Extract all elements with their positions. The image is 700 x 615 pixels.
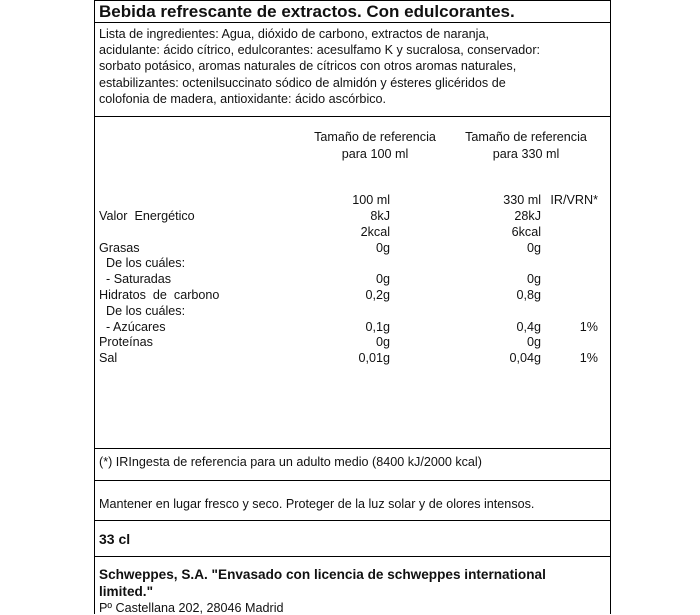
value-100ml: 0g (375, 272, 390, 287)
volume: 33 cl (99, 531, 131, 547)
divider (95, 22, 610, 23)
nutrition-row (95, 225, 610, 241)
nutrient-label: Sal (99, 351, 118, 366)
nutrition-row (95, 320, 610, 336)
value-100ml: 0,1g (365, 319, 390, 334)
nutrient-label: Proteínas (99, 335, 153, 350)
column-header-100ml: Tamaño de referencia para 100 ml (314, 130, 436, 161)
ingredients-line: colofonia de madera, antioxidante: ácido ascórbico. (99, 91, 387, 106)
divider (95, 556, 610, 557)
ingredients-line: estabilizantes: octenilsuccinato sódico de almidón y ésteres glicéridos de (99, 75, 506, 90)
ingredients-line: Lista de ingredientes: Agua, dióxido de carbono, extractos de naranja, (99, 27, 489, 41)
value-330ml: 6kcal (511, 224, 541, 239)
nutrient-label: - Azúcares (99, 319, 166, 334)
top-border (95, 0, 610, 1)
address: Pº Castellana 202, 28046 Madrid (99, 601, 284, 615)
nutrition-row (95, 288, 610, 304)
nutrition-row (95, 335, 610, 351)
value-330ml: 28kJ (514, 209, 541, 223)
nutrition-row (95, 304, 610, 320)
value-100ml: 0g (375, 240, 390, 255)
ingredients-line: sorbato potásico, aromas naturales de cítricos con otros aromas naturales, (99, 59, 517, 74)
nutrient-label: De los cuáles: (99, 256, 186, 271)
divider (95, 480, 610, 481)
value-330ml: 0g (526, 272, 541, 287)
nutrition-row (95, 209, 610, 225)
nutrient-label: Grasas (99, 240, 140, 255)
nutrient-label: Hidratos de carbono (99, 288, 220, 302)
nutrient-label: - Saturadas (99, 272, 172, 287)
value-100ml: 8kJ (370, 209, 390, 223)
label-sheet (94, 0, 611, 614)
value-100ml: 0,01g (358, 351, 390, 366)
nutrition-row (95, 256, 610, 272)
nutrient-label: Valor Energético (99, 209, 195, 223)
value-100ml: 0,2g (365, 288, 390, 302)
divider (95, 520, 610, 521)
ir-header: IR/VRN* (550, 193, 598, 207)
ir-value: 1% (579, 319, 598, 334)
unit-330ml: 330 ml (503, 193, 541, 207)
divider (95, 448, 610, 449)
unit-100ml: 100 ml (352, 193, 390, 207)
manufacturer: Schweppes, S.A. "Envasado con licencia de schweppes international limited." (99, 567, 546, 599)
column-header-330ml: Tamaño de referencia para 330 ml (465, 130, 587, 161)
ir-value: 1% (579, 351, 598, 366)
value-330ml: 0,8g (516, 288, 541, 302)
divider (95, 116, 610, 117)
nutrient-label: De los cuáles: (99, 303, 186, 318)
value-330ml: 0g (526, 240, 541, 255)
nutrition-row (95, 351, 610, 367)
nutrition-row (95, 241, 610, 257)
value-330ml: 0,4g (516, 319, 541, 334)
nutrition-row (95, 272, 610, 288)
storage-instructions: Mantener en lugar fresco y seco. Proteger de la luz solar y de olores intensos. (99, 497, 535, 511)
product-title: Bebida refrescante de extractos. Con edulcorantes. (99, 2, 515, 21)
value-330ml: 0,04g (509, 351, 541, 366)
value-100ml: 2kcal (360, 224, 390, 239)
footnote: (*) IRIngesta de referencia para un adulto medio (8400 kJ/2000 kcal) (99, 455, 482, 469)
ingredients-list (99, 26, 599, 107)
units-row (95, 193, 610, 209)
value-330ml: 0g (526, 335, 541, 350)
ingredients-line: acidulante: ácido cítrico, edulcorantes: acesulfamo K y sucralosa, conservador: (99, 43, 541, 58)
value-100ml: 0g (375, 335, 390, 350)
